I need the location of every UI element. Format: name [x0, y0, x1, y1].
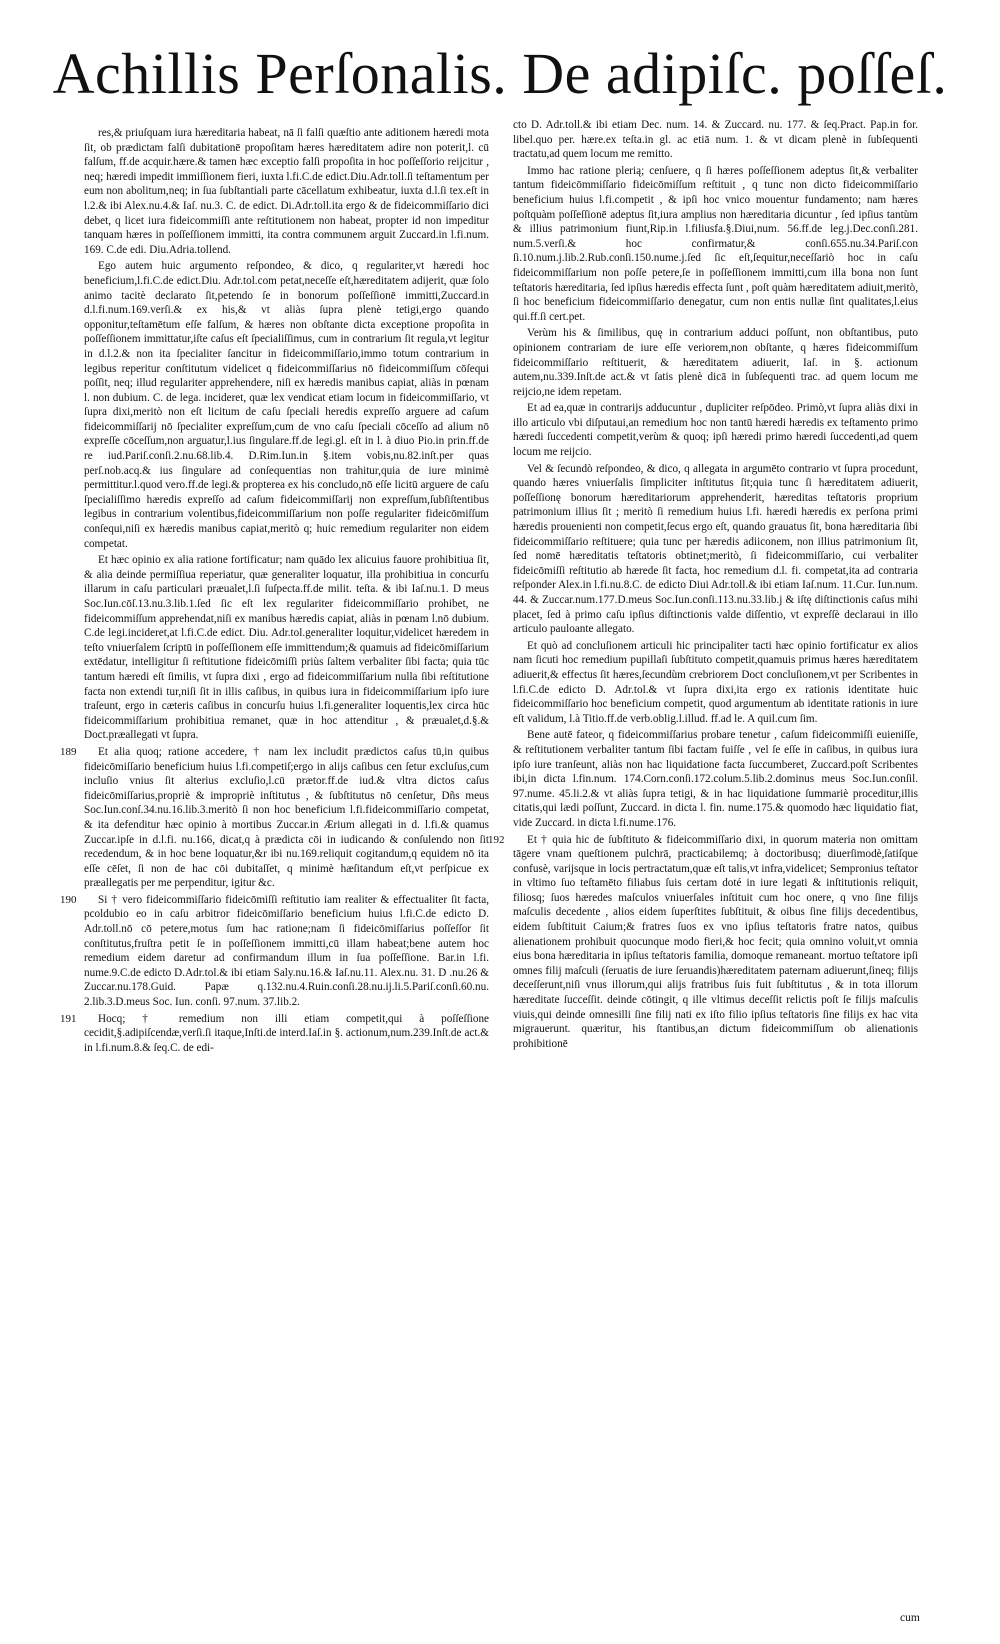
paragraph-text: Et ad ea,quæ in contrarijs adducuntur , dupliciter reſpōdeo. Primò,vt ſupra aliàs dixi in illo articulo vbi diſputaui,an remedium hoc non tantū hæredi hæredis ex teſtamento primo hæredi ſuccedenti competit,verùm & quoq; ipſi hæredi primo hæredi ſuccedenti,ad quem locum me reijcio. — [513, 402, 918, 459]
paragraph — [513, 326, 918, 399]
paragraph — [60, 1012, 489, 1056]
paragraph-text: res,& priuſquam iura hæreditaria habeat, nā ſi falſi quæſtio ante aditionem hæredi mota ſit, ob prædictam falſi dubitationē propoſitam hæres hæreditatem adire non poterit,l. cū falſum, ff.de acquir.hære.& tamen hæc exceptio falſi propoſita in hoc poſſeſſorio reijcitur , neq; hæredi impedit immiſſionem fieri, iuxta l.fi.C.de edict.Diu.Adr.toll.ſi teſtamentum per eum non abolitum,neq; in ſua ſubſtantiali parte cācellatum exhibeatur, iuxta d.l.ſi tex.eſt in l.2.& ibi Alex.nu.4.& Iaſ. nu.3. C. de edict. Di.Adr.toll.ita ergo & de fideicommiſſario dici debet, q licet iura fideicommiſſi ante reſtitutionem non habeat, propter id non impeditur tanquam hæres in poſſeſſionem immitti, ita contra communem arguit Zuccard.in l.fi.num. 169. C.de edi. Diu.Adria.tollend. — [84, 127, 489, 256]
paragraph-text: Verùm his & ſimilibus, quę in contrarium adduci poſſunt, non obſtantibus, puto opinionem contrariam de iure eſſe veriorem,non obſtante, q hæres fideicommiſſum fideicommiſſario reſtituerit, & hæreditatem adiuerit, Iaſ. in §. actionum autem,nu.339.Inſt.de act.& vt ſatis plenè dicā in ſubſequenti trac. ad quem locum me reijcio,ne idem repetam. — [513, 327, 918, 398]
margin-number: 190 — [60, 893, 77, 906]
margin-number: 192 — [488, 833, 505, 846]
margin-number: 189 — [60, 745, 77, 758]
paragraph-text: Hocq; † remedium non illi etiam competit,qui à poſſeſſione cecidit,§.adipiſcendæ,verſi.ſi itaque,Inſti.de interd.Iaſ.in §. actionum,num.239.Inſt.de act.& in l.fi.num.8.& ſeq.C. de edi- — [84, 1012, 489, 1054]
paragraph-text: Vel & ſecundò reſpondeo, & dico, q allegata in argumēto contrario vt ſupra procedunt, quando hæres vniuerſalis ſimpliciter inſtitutus ſit;quia tunc ſi hæreditatem adiuerit, poſſeſſionę bonorum hæreditariorum apprehenderit, hæreditas teſtatoris proprium patrimonium illius ſit ; meritò ſi remedium huius l.fi. hæredi hæredis ex perſona primi hæredis prouenienti non competit,ſecus ergo eſt, quando grauatus ſit, bona hæreditaria ſibi fideicommiſſario reſtituere; quia tunc per hæredis adiiconem, non illius patrimonium ſit, ſed nomē hæreditatis teſtatoris obtinet;meritò, ſi fideicommiſſario, cui verbaliter fideicōmiſſi reſtitutio ab hærede ſit facta, hoc remedium d.l. fi. competat,ita ad contraria reſponder Alex.in l.fi.nu.8.C. de edicto Diui Adr.toll.& ibi etiam Iaſ.num. 11.Cur. Iun.num. 44. & Zuccar.num.177.D.meus Soc.Iun.conſi.113.nu.33.lib.j & iſtę diſtinctionis caſus mihi placet, ſed à primo caſu ipſius diſtinctionis valde diſſentio, vt expreſſè declaraui in illo articulo pauloante allegato. — [513, 462, 918, 636]
paragraph — [84, 126, 489, 257]
paragraph — [513, 401, 918, 459]
paragraph — [84, 259, 489, 551]
paragraph — [513, 728, 918, 830]
right-column — [488, 118, 918, 1053]
paragraph — [488, 833, 918, 1052]
paragraph-text: Immo hac ratione plerią; cenſuere, q ſi hæres poſſeſſionem adeptus ſit,& verbaliter tantum fideicōmmiſſario fideicōmiſſum reſtituit , q tunc non dicto fideicommiſſario beneficium huius l.fi.competit , & ipſi hoc vnico mouentur fundamento; nam hæres poſtquàm poſſeſſionē adeptus ſit,iura amplius non hæreditaria dicuntur , ſed ipſius tantùm & illius patrimonium fiunt,Rip.in l.filiusfa.§.Diui,num. 56.ff.de leg.j.Dec.conſi.281. num.5.verſi.& hoc confirmatur,& conſi.655.nu.34.Pariſ.con ſi.10.num.j.lib.2.Rub.conſi.150.nume.j.ſed ſic eſt,ſequitur,neceſſariò hoc in caſu fideicommiſſarium non poſſe petere,ſe in poſſeſſionem immitti,cum illa bona non ſunt teſtatoris hæreditaria, ſed ipſius hæredis effecta ſunt , poſt quàm hæreditatem adiuit,meritò, ſi hoc beneficium fideicommiſſario denegatur, cum non entis nullæ ſint qualitates,l.eius qui.ff.ſi cert.pet. — [513, 164, 918, 323]
paragraph-text: Et alia quoq; ratione accedere, † nam lex includit prædictos caſus tū,in quibus fideicōmiſſario beneficium huius l.fi.competiſ;ergo in alijs caſibus cen ſetur excluſus,cum incluſio vnius ſit alterius excluſio,l.cū prætor.ff.de iud.& vltra dictos caſus fideicōmiſſarius,propriè & impropriè inſtitutus , & ſubſtitutus nō cenſetur, Dñs meus Soc.Iun.conſ.34.nu.16.lib.3.meritò ſi non hoc beneficium l.fi.fideicommiſſario competat, & ita defenditur hæc opinio à mortibus Zuccar.in Ærium allegati in d. l.fi.& quamus Zuccar.ipſe in d.l.fi. nu.166, dicat,q à prædicta cōi in iudicando & conſulendo non ſit recedendum, & in hoc bene loquatur,&r ibi nu.169.reliquit cogitandum,q equidem nō ita eſſe cēſet, ſi non de hac cōi dubitaſſet, q minimè hæſitandum eſt,vt perſpicue ex præallegatis per me perpenditur, igitur &c. — [84, 745, 489, 890]
paragraph — [60, 745, 489, 891]
paragraph — [513, 462, 918, 637]
margin-number: 191 — [60, 1012, 77, 1025]
paragraph-text: Si † vero fideicommiſſario fideicōmiſſi reſtitutio iam realiter & effectualiter ſit facta, pcoldubio eo in caſu arbitror fideicōmiſſario beneficium huius l.fi.C.de edicto D. Adr.toll.nō cō petere,motus ſum hac ratione;nam ſi fideicōmiſſarius poſſeſſor ſit conſtitutus,fruſtra petit ſe in poſſeſſionem immitti,cū illam habeat;bene autem hoc remedium eidem daretur ad confirmandum illum in ſua poſſeſſione. Bar.in l.fi. nume.9.C.de edicto D.Adr.tol.& ibi etiam Saly.nu.16.& Iaſ.nu.11. Alex.nu. 31. D .nu.26 & Zuccar.nu.178.Guid. Papæ q.132.nu.4.Ruin.conſi.28.nu.ij.li.5.Pariſ.conſi.60.nu. 2.lib.3.D.meus Soc. Iun. conſi. 97.num. 37.lib.2. — [84, 893, 489, 1009]
paragraph-text: Ego autem huic argumento reſpondeo, & dico, q regulariter,vt hæredi hoc beneficium,l.fi.C.de edict.Diu. Adr.tol.com petat,neceſſe eſt,hæreditatem adijerit, quæ ſolo animo tacitè declarato ſit,petendo ſe in bonorum poſſeſſionē immitti,Zuccard.in d.l.fi.num.169.verſi.& ex his,& vt aliàs ſupra plenè tetigi,ergo quando opponitur,teſtamētum eſſe falſum, & hæres non obſtante dicta exceptione propoſita in poſſeſſionem immittatur,iſte caſus eſt ſpecialiſſimus, cum in contrarium ſit regula,vt legitur in d.l.2.& non ita ſpecialiter ſancitur in fideicommiſſario,immo totum contrarium in legibus reperitur conſtitutum videlicet q fideicommiſſarius nō fideicommiſſum cōſequi poſſit, neq; illud regulariter apprehendere, niſi ex hæredis manibus capiat, aliàs in pœnam l. non dubium. C. de lega. incideret, quæ lex vendicat etiam locum in fideicommiſſario, vt ſupra dixi,meritò non eſt licitum de caſu ſpeciali heredis expreſſo arguere ad caſum fideicommiſſarij nō ſpecialiter expreſſum,cum de vno caſu ſpeciali cōceſſo ad alium nō expreſſe cōceſſum,non arguatur,l.ius ſingulare.ff.de legi.gl. eſt in l. à diuo Pio.in prin.ff.de re iud.Pariſ.conſi.2.nu.68.lib.4. D.Rim.Iun.in §.item vobis,nu.82.inſt.per quas perſ.nob.acq.& ius ſingulare ad conſequentias non trahitur,quia de iure minimè permittitur.l.quod vero.ff.de legi.& propterea ex his concludo,nō eſſe licitū arguere de caſu ſpecialiſſimo hæredis expreſſo ad caſum fideicommiſſarij non expreſſum,ſubſiſtentibus legibus in contrarium volentibus,fideicommiſſarium non poſſe regulariter fideicōmiſſum conſequi,niſi ex hæredis manibus capiat,meritò q; huic remedium regulariter non eidem competat. — [84, 260, 489, 550]
paragraph — [513, 118, 918, 162]
running-header: Achillis Perſonalis. De adipiſc. poſſeſ. — [52, 41, 948, 106]
paragraph — [513, 639, 918, 727]
paragraph-text: Et quò ad concluſionem articuli hic principaliter tacti hæc opinio fortificatur ex alios nam ſicuti hoc remedium pupillaſi ſubſtituto competit,quamuis primus hæres hæreditatem adiuerit,& effectus ſit hæres,ſecundùm crebriorem Doct concluſionem,vt per Scribentes in l.fi.C.de edicto D. Adr.tol.& vt ſupra dixi,ita ergo ex rationis identitate huic fideicommiſſario hoc beneficium competit, quod argumentum ab identitate rationis in iure eſt validum, l.à Titio.ff.de verb.oblig.l.illud. ff.ad le. A quil.cum ſim. — [513, 639, 918, 725]
paragraph — [513, 164, 918, 325]
paragraph-text: Et † quia hic de ſubſtituto & fideicommiſſario dixi, in quorum materia non omittam tāgere vnam queſtionem pulchrā, practicabilemq; à doctoribusq; diuerſimodè,ſatiſque confusè, varijsque in locis pertractatum,quæ eſt talis,vt infra,videlicet; Sempronius teſtator in vltimo ſuo teſtamēto filiabus ſuis certam doté in iure legati & inſtitutionis reliquit, filiosq; ſuos hæredes maſculos vniuerſales inſtituit cum hoc onere, q vno ſine filijs maſculis decedente , alios eidem ſuperſtites ſubſtituit, & oibus ſine filijs decedentibus, eidem ſubſtituit Caium;& fratres ſuos ex vno ipſius teſtatoris fratre natos, quibus alienationem prohibuit quocunque modo fieri,& hoc fecit; quia omnino voluit,vt omnia eius bona hæreditaria in ipſius teſtatoris familia, domoque remaneant. mortuo teſtatore ipſi omnes filij maſculi (ſeruatis de iure ſeruandis)hæreditatem paternam adiuerunt,ſineq; filijs deceſſerunt,niſi vnus illorum,qui alijs fratribus ſuis fuit ſubſtitutus , & in tota illorum hæreditate ſucceſſit. deinde cōtingit, q ille vltimus deceſſit relictis poſt ſe filijs maſculis viuis,qui deinde omnesilli ſine filij nati ex iſto filio ipſius teſtatoris ſine filijs ex hac vita migrauerunt. quæritur, his ſtantibus,an dictum fideicommiſſum ob alienationis prohibitionē — [513, 833, 918, 1050]
paragraph — [84, 553, 489, 743]
left-column — [60, 126, 489, 1057]
paragraph-text: cto D. Adr.toll.& ibi etiam Dec. num. 14. & Zuccard. nu. 177. & ſeq.Pract. Pap.in for. libel.quo per. hære.ex teſta.in gl. ac etiā num. 1. & vt dicam plenè in ſubſequenti tractatu,ad quem locum me remitto. — [513, 119, 918, 161]
paragraph-text: Bene autē fateor, q fideicommiſſarius probare tenetur , caſum fideicommiſſi euieniſſe, & reſtitutionem verbaliter tantum ſibi factam fuiſſe , vel ſe eſſe in caſibus, in quibus iura ipſo iure tranſeunt, aliàs non hac liquidatione facta ſuccumberet, Zuccard.poſt Scribentes ibi,in dicta l.fin.num. 174.Corn.conſi.172.colum.5.lib.2.dominus meus Soc.Iun.conſil. 97.nume. 45.li.2.& vt aliàs ſupra tetigi, & in hac liquidatione ſummariè proceditur,illis citatis,qui lædi poſſunt, Zuccard. in dicta l. fin. nume.175.& quomodo hæc liquidatio fiat, vide Zuccard. in dicta l.fi.nume.176. — [513, 729, 918, 829]
paragraph-text: Et hæc opinio ex alia ratione fortificatur; nam quādo lex alicuius fauore prohibitiua ſit, & alia deinde permiſſiua reperiatur, quæ generaliter loquatur, illa prohibitiua in concurſu illarum in caſu particulari præualet,l.ſi ſuſpecta.ff.de milit. teſta. & ibi Iaſ.nu.1. D meus Soc.Iun.cōſ.13.nu.3.lib.1.ſed ſic eſt lex regulariter fideicommiſſario prohibet, ne fideicommiſſum apprehendat,niſi ex manibus hæredis capiat, aliàs in pœnam l.nō dubium. C.de legi.incideret,at l.fi.C.de edict. Diu. Adr.tol.generaliter loquitur,videlicet hæredem in teſto vniuerſalem ſcriptū in poſſeſſionem eſſe immittendum;& quamuis ad fideicōmiſſarium extēdatur, intelligitur ſi reſtitutione fideicōmiſſi priùs ſaltem verbaliter ſibi facta; quia tūc tantum hæredi eſt ſimilis, vt ſupra dixi , ergo ad fideicommiſſarium nulla ſibi reſtitutione facta non extendi tur,niſi ſit in illis caſibus, in quibus iura in fideicommiſſarium ipſo iure traſeunt, ergo in cæteris caſibus in concurſu huius l.fi.generaliter loquentis,lex circa hūc fideicommiſſarium prohibitiua remanet, quæ in hoc attenditur , & præualet,d.§.& Doct.præallegati vt ſupra. — [84, 554, 489, 742]
catchword: cum — [900, 1612, 920, 1624]
paragraph — [60, 893, 489, 1010]
